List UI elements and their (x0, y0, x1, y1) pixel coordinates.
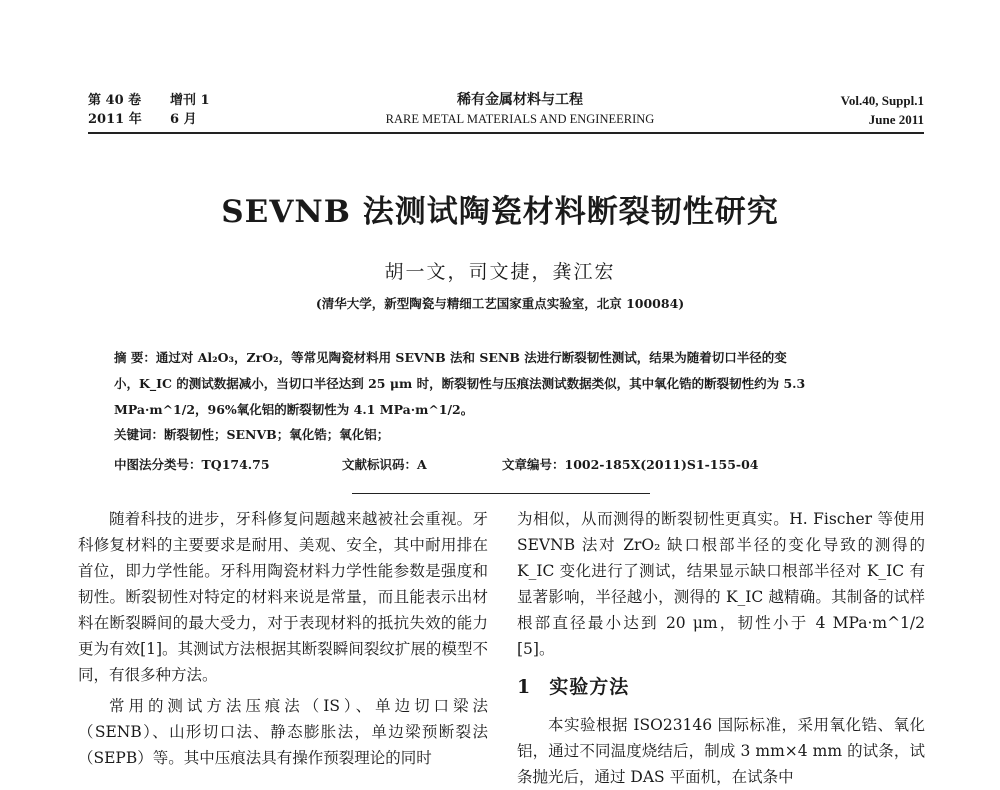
journal-volume-info (88, 91, 210, 129)
date-en: June 2011 (868, 112, 924, 127)
journal-name-en: RARE METAL MATERIALS AND ENGINEERING (385, 112, 655, 126)
paper-authors: 胡一文，司文捷，龚江宏 (384, 261, 616, 283)
abstract-label: 摘 要： (114, 350, 156, 365)
year-cn: 2011 年 (88, 112, 142, 127)
paper-title: SEVNB 法测试陶瓷材料断裂韧性研究 (221, 194, 779, 230)
body-right-column (517, 506, 925, 790)
volume-en: Vol.40, Suppl.1 (840, 93, 924, 108)
article-number: 文章编号：1002-185X(2011)S1-155-04 (502, 457, 759, 472)
clc-number: 中图法分类号：TQ174.75 (114, 457, 270, 472)
month-cn: 6 月 (170, 112, 197, 127)
section-title: 实验方法 (549, 676, 630, 698)
body-paragraph: 本实验根据 ISO23146 国际标准，采用氧化锆、氧化铝，通过不同温度烧结后，制成 3 mm×4 mm 的试条，试条抛光后，通过 DAS 平面机，在试条中 (517, 716, 925, 786)
journal-name (340, 91, 700, 129)
header-divider (88, 132, 924, 134)
paper-affiliation: (清华大学，新型陶瓷与精细工艺国家重点实验室，北京 100084) (315, 296, 685, 311)
volume-cn: 第 40 卷 (88, 93, 142, 108)
abstract-divider (352, 493, 650, 494)
journal-name-cn: 稀有金属材料与工程 (457, 92, 583, 108)
journal-volume-en (841, 91, 924, 129)
abstract (114, 345, 914, 423)
abstract-line-2: 小，K_IC 的测试数据减小，当切口半径达到 25 μm 时，断裂韧性与压痕法测试数据类似，其中氧化锆的断裂韧性约为 5.3 (114, 376, 806, 391)
document-code: 文献标识码：A (342, 457, 427, 472)
body-paragraph: 随着科技的进步，牙科修复问题越来越被社会重视。牙科修复材料的主要要求是耐用、美观、安全，其中耐用排在首位，即力学性能。牙科用陶瓷材料力学性能参数是强度和韧性。断裂韧性对特定的材料来说是常量，而且能表示出材料在断裂瞬间的最大受力，对于表现材料的抵抗失效的能力更为有效[1]。其测试方法根据其断裂瞬间裂纹扩展的模型不同，有很多种方法。 (78, 510, 488, 684)
abstract-line-3: MPa·m^1/2，96%氧化铝的断裂韧性为 4.1 MPa·m^1/2。 (114, 402, 474, 417)
body-paragraph: 为相似，从而测得的断裂韧性更真实。H. Fischer 等使用 SEVNB 法对 ZrO₂ 缺口根部半径的变化导致的测得的 K_IC 变化进行了测试，结果显示缺口根部半径对 K_IC 有显著影响，半径越小，测得的 K_IC 越精确。其制备的试样根部直径最小达到 20 μm，韧性小于 4 MPa·m^1/2 [5]。 (517, 510, 925, 658)
abstract-line-1: 通过对 Al₂O₃，ZrO₂，等常见陶瓷材料用 SEVNB 法和 SENB 法进行断裂韧性测试，结果为随着切口半径的变 (155, 350, 787, 365)
body-left-column (78, 506, 488, 771)
keywords: 关键词：断裂韧性；SENVB；氧化锆；氧化铝； (114, 427, 390, 442)
body-paragraph: 常用的测试方法压痕法（IS）、单边切口梁法（SENB）、山形切口法、静态膨胀法，单边梁预断裂法（SEPB）等。其中压痕法具有操作预裂理论的同时 (78, 697, 488, 767)
section-heading (517, 674, 925, 700)
section-number: 1 (517, 676, 532, 698)
issue-cn: 增刊 1 (170, 93, 210, 108)
